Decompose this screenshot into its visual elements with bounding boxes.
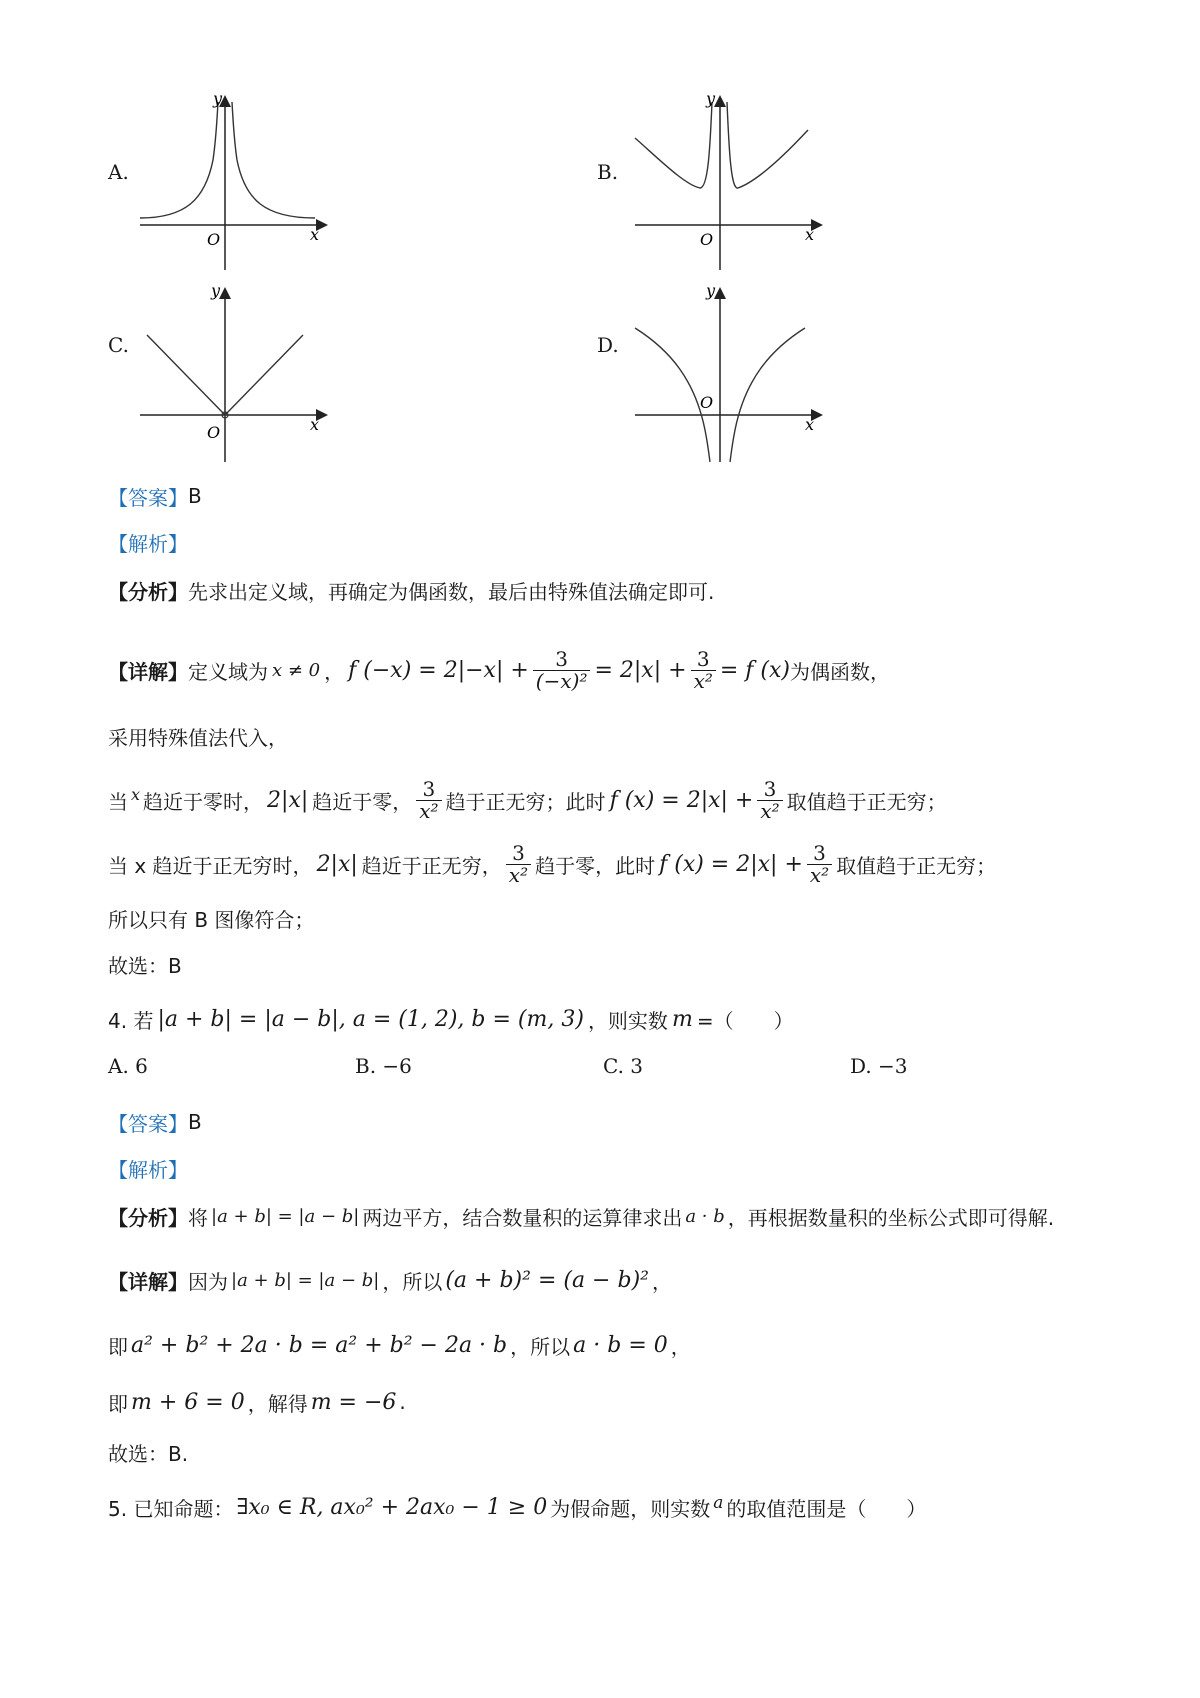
fraction xyxy=(807,840,832,887)
line2-text3: ， xyxy=(670,1334,691,1359)
eq2-expr: = 2|x| + xyxy=(594,657,687,683)
q4-analysis-tag xyxy=(108,1148,188,1188)
q5-text: 为假命题，则实数 xyxy=(550,1496,711,1521)
frac-num: 3 xyxy=(813,840,826,865)
q5-number: 5. 已知命题： xyxy=(108,1496,234,1521)
origin-label: O xyxy=(700,393,714,412)
eq3-expr: = f (x) xyxy=(719,657,790,683)
fenxi-expr: |a + b| = |a − b| xyxy=(211,1205,360,1227)
frac-den: (−x)² xyxy=(533,670,591,692)
xiangjie-tag: 【详解】 xyxy=(108,1269,188,1294)
curve-left xyxy=(635,328,710,462)
origin-label: O xyxy=(207,423,221,442)
origin-label: O xyxy=(700,230,714,249)
fenxi-tag: 【分析】 xyxy=(108,1205,188,1230)
answer-value: B xyxy=(188,1110,202,1134)
xj-expr1: |a + b| = |a − b| xyxy=(231,1269,380,1291)
q4-option-c[interactable]: C. 3 xyxy=(603,1054,644,1078)
frac-den: x² xyxy=(691,670,716,692)
option-c-label[interactable]: C. xyxy=(108,333,129,357)
q4-expr: |a + b| = |a − b|, a = (1, 2), b = (m, 3) xyxy=(157,1006,584,1032)
line2-expr2: a · b = 0 xyxy=(573,1332,668,1358)
q3-xiangjie xyxy=(108,640,890,700)
graph-b[interactable] xyxy=(630,90,830,275)
fenxi-text: 将 xyxy=(188,1205,208,1230)
case2-text: 当 x 趋近于正无穷时， xyxy=(108,853,313,878)
case1-text4: 取值趋于正无穷； xyxy=(786,789,947,814)
xj-text: 因为 xyxy=(188,1269,228,1294)
q4-text: ，则实数 xyxy=(587,1008,668,1033)
answer-value: B xyxy=(188,484,202,508)
line3-expr: m + 6 = 0 xyxy=(131,1389,245,1415)
y-label: y xyxy=(706,281,716,300)
fraction xyxy=(506,840,531,887)
option-d-label[interactable]: D. xyxy=(597,333,619,357)
frac-den: x² xyxy=(757,800,782,822)
choose-text: 故选：B xyxy=(108,953,182,978)
case2-f: f (x) = 2|x| + xyxy=(659,851,803,877)
case1-abs: 2|x| xyxy=(267,787,309,813)
answer-tag: 【答案】 xyxy=(108,485,188,510)
q3-case1 xyxy=(108,770,947,830)
q4-option-a[interactable]: A. 6 xyxy=(108,1054,148,1078)
x-label: x xyxy=(805,225,815,244)
x-label: x xyxy=(805,415,815,434)
fenxi-text: 先求出定义域，再确定为偶函数，最后由特殊值法确定即可. xyxy=(188,579,715,604)
graph-c[interactable] xyxy=(135,280,335,465)
fenxi-ab: a · b xyxy=(685,1205,725,1227)
q3-case2 xyxy=(108,834,996,894)
x-label: x xyxy=(310,415,320,434)
frac-num: 3 xyxy=(422,776,436,801)
line3-expr2: m = −6 xyxy=(310,1389,397,1415)
q3-answer xyxy=(108,476,202,516)
q4-paren: =（ ） xyxy=(696,1008,794,1033)
line3-text3: . xyxy=(399,1390,406,1414)
frac-den: x² xyxy=(416,800,441,822)
case1-x: x xyxy=(131,784,141,804)
q4-option-b[interactable]: B. −6 xyxy=(355,1054,412,1078)
q4-number: 4. 若 xyxy=(108,1008,154,1033)
case1-text3: 趋于正无穷；此时 xyxy=(445,789,606,814)
f-neg-expr: f (−x) = 2|−x| + xyxy=(348,657,529,683)
q5-expr: ∃x₀ ∈ R, ax₀² + 2ax₀ − 1 ≥ 0 xyxy=(236,1494,548,1520)
xj-text2: ，所以 xyxy=(382,1269,443,1294)
q3-fenxi xyxy=(108,570,714,610)
curve-left xyxy=(635,102,712,188)
curve-right xyxy=(730,328,805,462)
special-text: 采用特殊值法代入， xyxy=(108,725,288,750)
q3-analysis-tag xyxy=(108,522,188,562)
answer-tag: 【答案】 xyxy=(108,1111,188,1136)
q4-stem xyxy=(108,996,794,1042)
case1-text: 趋近于零时， xyxy=(143,789,264,814)
y-label: y xyxy=(211,281,221,300)
q4-answer xyxy=(108,1102,202,1142)
fenxi-text3: ，再根据数量积的坐标公式即可得解. xyxy=(727,1205,1055,1230)
case1-when: 当 xyxy=(108,789,128,814)
option-a-label[interactable]: A. xyxy=(108,160,129,184)
frac-num: 3 xyxy=(555,646,568,671)
curve-right xyxy=(727,102,808,188)
line3-text: 即 xyxy=(108,1391,128,1416)
frac-den: x² xyxy=(506,864,531,886)
fraction xyxy=(757,776,782,823)
graph-d[interactable] xyxy=(630,280,830,465)
fraction xyxy=(416,776,441,823)
xj-text3: ， xyxy=(651,1269,672,1294)
case2-text3: 趋于零，此时 xyxy=(535,853,656,878)
q3-conclusion xyxy=(108,898,314,938)
xj-expr2: (a + b)² = (a − b)² xyxy=(445,1267,649,1293)
frac-num: 3 xyxy=(763,776,777,801)
analysis-tag: 【解析】 xyxy=(108,1157,188,1182)
even-text: 为偶函数， xyxy=(790,659,890,684)
q4-xiangjie xyxy=(108,1256,672,1304)
q3-choose xyxy=(108,944,182,984)
case1-f: f (x) = 2|x| + xyxy=(609,787,754,813)
case2-abs: 2|x| xyxy=(316,851,358,877)
y-label: y xyxy=(213,90,223,108)
fraction xyxy=(691,646,716,693)
line2-text2: ，所以 xyxy=(510,1334,571,1359)
conclusion-text: 所以只有 B 图像符合； xyxy=(108,907,315,932)
y-label: y xyxy=(706,90,716,108)
q4-fenxi xyxy=(108,1196,1054,1236)
choose-text: 故选：B. xyxy=(108,1441,189,1466)
q4-choose xyxy=(108,1432,188,1472)
case2-text2: 趋近于正无穷， xyxy=(361,853,502,878)
fenxi-tag: 【分析】 xyxy=(108,579,188,604)
fraction-neg xyxy=(533,646,591,693)
fenxi-text2: 两边平方，结合数量积的运算律求出 xyxy=(362,1205,683,1230)
frac-den: x² xyxy=(807,864,832,886)
q5-stem xyxy=(108,1484,926,1530)
option-b-label[interactable]: B. xyxy=(597,160,619,184)
q4-option-d[interactable]: D. −3 xyxy=(850,1054,908,1078)
domain-text: 定义域为 xyxy=(188,659,268,684)
q3-special xyxy=(108,716,288,756)
frac-num: 3 xyxy=(696,646,710,671)
comma: ， xyxy=(324,659,345,684)
curve-right xyxy=(232,102,315,218)
x-label: x xyxy=(310,225,320,244)
case1-text2: 趋近于零， xyxy=(312,789,413,814)
graph-a[interactable] xyxy=(135,90,335,275)
xiangjie-tag: 【详解】 xyxy=(108,659,188,684)
curve-left xyxy=(140,102,218,218)
line2-expr: a² + b² + 2a · b = a² + b² − 2a · b xyxy=(131,1332,508,1358)
analysis-tag: 【解析】 xyxy=(108,531,188,556)
case2-text4: 取值趋于正无穷； xyxy=(836,853,997,878)
domain-expr: x ≠ 0 xyxy=(272,659,321,681)
q4-line3 xyxy=(108,1382,406,1422)
frac-num: 3 xyxy=(512,840,525,865)
q5-paren: 的取值范围是（ ） xyxy=(726,1496,927,1521)
origin-label: O xyxy=(207,230,221,249)
line3-text2: ，解得 xyxy=(247,1391,308,1416)
q4-line2 xyxy=(108,1322,691,1368)
q5-a: a xyxy=(713,1493,724,1513)
line2-text: 即 xyxy=(108,1334,128,1359)
q4-m: m xyxy=(671,1006,693,1032)
